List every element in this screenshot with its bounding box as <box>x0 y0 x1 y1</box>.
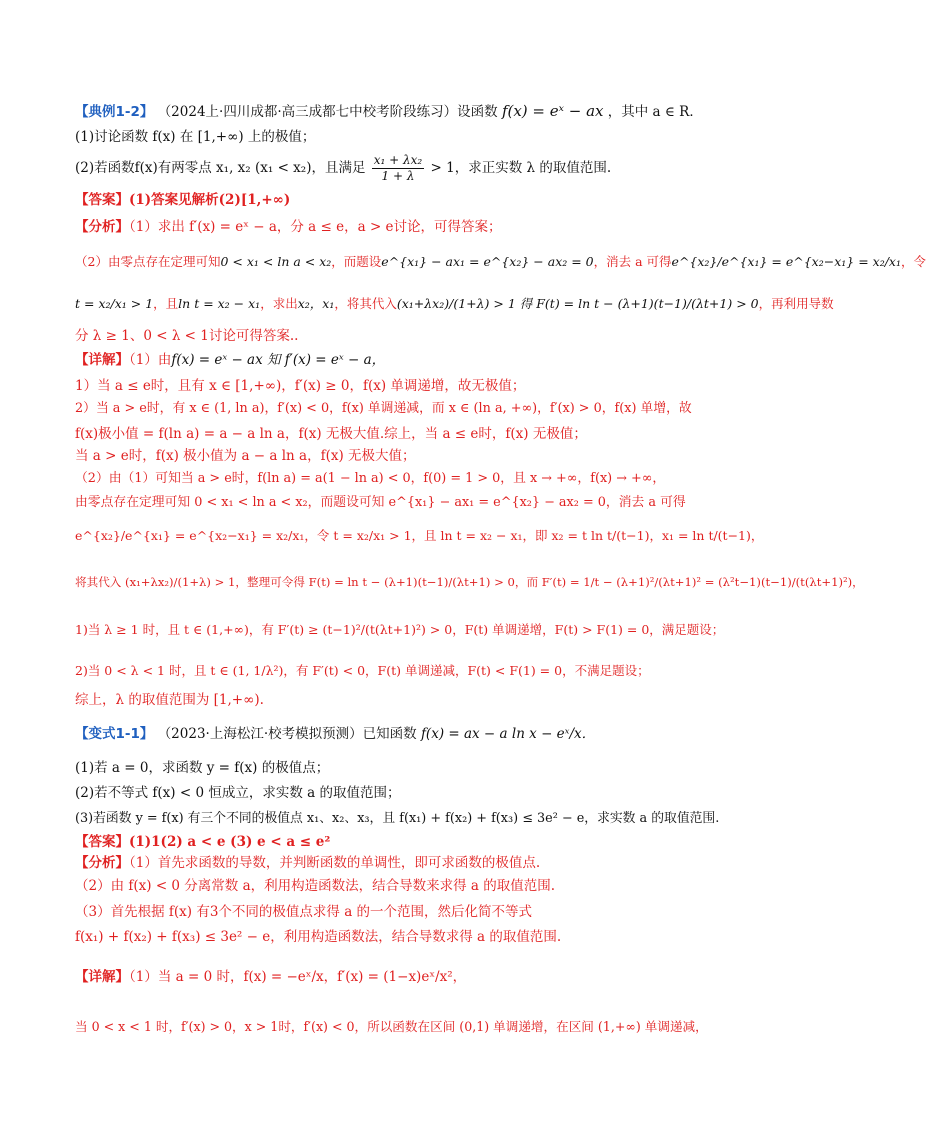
example-tag: 【典例1-2】 <box>75 104 154 120</box>
analysis-1-line-2: （2）由零点存在定理可知0 < x₁ < ln a < x₂，而题设e^{x₁} − ax₁ = e^{x₂} − ax₂ = 0，消去 a 可得e^{x₂}/e^{x₁} = e^{x₂−x₁} = x₂/x₁，令 <box>75 254 926 269</box>
answer-1 <box>75 190 760 210</box>
variant-question-1: (1)若 a = 0，求函数 y = f(x) 的极值点； <box>75 760 330 776</box>
detail-1-line-11: 2)当 0 < λ < 1 时，且 t ∈ (1, 1/λ²)，有 F′(t) < 0，F(t) 单调递减，F(t) < F(1) = 0，不满足题设； <box>75 663 650 678</box>
detail-tag: 【详解】 <box>75 352 129 368</box>
analysis-1-line-1: 【分析】（1）求出 f′(x) = eˣ − a，分 a ≤ e，a > e讨论，可得答案； <box>75 219 502 235</box>
variant-tag: 【变式1-1】 <box>75 726 154 742</box>
detail-1-line-8: e^{x₂}/e^{x₁} = e^{x₂−x₁} = x₂/x₁，令 t = x₂/x₁ > 1，且 ln t = x₂ − x₁，即 x₂ = t ln t/(t−1)，x₁ = ln t/(t−1)， <box>75 528 764 543</box>
example-function: f(x) = eˣ − ax <box>501 102 604 120</box>
analysis-tag: 【分析】 <box>75 219 129 235</box>
detail-2-line-1: 【详解】（1）当 a = 0 时，f(x) = −eˣ/x，f′(x) = (1−x)eˣ/x²， <box>75 969 467 985</box>
detail-1-line-6: （2）由（1）可知当 a > e时，f(ln a) = a(1 − ln a) < 0，f(0) = 1 > 0，且 x → +∞，f(x) → +∞， <box>75 471 666 486</box>
answer-2-tag: 【答案】 <box>75 834 129 850</box>
example-condition: ，其中 a ∈ R． <box>607 104 703 120</box>
detail-2-line-2: 当 0 < x < 1 时，f′(x) > 0，x > 1时，f′(x) < 0，所以函数在区间 (0,1) 单调递增，在区间 (1,+∞) 单调递减， <box>75 1019 708 1034</box>
example-source: （2024上·四川成都·高三成都七中校考阶段练习）设函数 <box>157 104 498 120</box>
analysis-1-line-3: t = x₂/x₁ > 1，且ln t = x₂ − x₁，求出x₂，x₁，将其代入(x₁+λx₂)/(1+λ) > 1 得 F(t) = ln t − (λ+1)(t−1)/(λt+1) > 0，再利用导数 <box>75 296 834 311</box>
detail-2-tag: 【详解】 <box>75 969 129 985</box>
question-2: (2)若函数f(x)有两零点 x₁, x₂ (x₁ < x₂)，且满足 $\frac{\text{x₁ + λx₂}}{1 + \lambda}$ > 1，求正实数 λ 的取值范围. <box>75 153 612 183</box>
variant-question-3: (3)若函数 y = f(x) 有三个不同的极值点 x₁、x₂、x₃，且 f(x₁) + f(x₂) + f(x₃) ≤ 3e² − e，求实数 a 的取值范围. <box>75 811 720 826</box>
analysis-2-line-4: f(x₁) + f(x₂) + f(x₃) ≤ 3e² − e，利用构造函数法，结合导数求得 a 的取值范围. <box>75 929 562 945</box>
detail-1-line-5: 当 a > e时，f(x) 极小值为 a − a ln a，f(x) 无极大值； <box>75 448 416 464</box>
detail-1-line-4: f(x)极小值 = f(ln a) = a − a ln a，f(x) 无极大值.综上，当 a ≤ e时，f(x) 无极值； <box>75 426 587 442</box>
analysis-2-line-3: （3）首先根据 f(x) 有3个不同的极值点求得 a 的一个范围，然后化简不等式 <box>75 904 533 920</box>
example-header <box>75 101 760 122</box>
answer-2 <box>75 832 760 852</box>
variant-source: （2023·上海松江·校考模拟预测）已知函数 <box>157 726 417 742</box>
detail-1-line-10: 1)当 λ ≥ 1 时，且 t ∈ (1,+∞)，有 F′(t) ≥ (t−1)²/(t(λt+1)²) > 0，F(t) 单调递增，F(t) > F(1) = 0，满足题设； <box>75 622 725 637</box>
detail-1-line-2: 1）当 a ≤ e时，且有 x ∈ [1,+∞)，f′(x) ≥ 0，f(x) 单调递增，故无极值； <box>75 378 526 394</box>
answer-tag: 【答案】 <box>75 192 129 208</box>
question-1: (1)讨论函数 f(x) 在 [1,+∞) 上的极值； <box>75 129 316 145</box>
answer-2-text: (1)1(2) a < e (3) e < a ≤ e² <box>129 834 331 850</box>
detail-1-line-3: 2）当 a > e时，有 x ∈ (1, ln a)，f′(x) < 0，f(x) 单调递减，而 x ∈ (ln a, +∞)，f′(x) > 0，f(x) 单增，故 <box>75 401 692 416</box>
analysis-2-line-2: （2）由 f(x) < 0 分离常数 a，利用构造函数法，结合导数来求得 a 的取值范围. <box>75 878 556 894</box>
analysis-2-line-1: 【分析】（1）首先求函数的导数，并判断函数的单调性，即可求函数的极值点. <box>75 855 541 871</box>
variant-question-2: (2)若不等式 f(x) < 0 恒成立，求实数 a 的取值范围； <box>75 785 401 801</box>
variant-function: f(x) = ax − a ln x − eˣ/x． <box>420 726 596 742</box>
answer-text: (1)答案见解析(2)[1,+∞) <box>129 192 291 208</box>
detail-1-line-12: 综上，λ 的取值范围为 [1,+∞). <box>75 692 264 708</box>
question-2-fraction: $\frac{\text{x₁ + λx₂}}{1 + \lambda}$ <box>373 153 423 183</box>
detail-1-line-1: 【详解】（1）由f(x) = eˣ − ax 知 f′(x) = eˣ − a， <box>75 352 386 368</box>
variant-header <box>75 724 760 744</box>
detail-1-line-9: 将其代入 (x₁+λx₂)/(1+λ) > 1，整理可令得 F(t) = ln t − (λ+1)(t−1)/(λt+1) > 0，而 F′(t) = 1/t − (λ+1)²/(λt+1)² = (λ²t−1)(t−1)/(t(λt+1)²)， <box>75 575 864 589</box>
detail-1-line-7: 由零点存在定理可知 0 < x₁ < ln a < x₂，而题设可知 e^{x₁} − ax₁ = e^{x₂} − ax₂ = 0，消去 a 可得 <box>75 495 686 510</box>
analysis-1-line-4: 分 λ ≥ 1、0 < λ < 1讨论可得答案.. <box>75 328 299 344</box>
analysis-2-tag: 【分析】 <box>75 855 129 871</box>
